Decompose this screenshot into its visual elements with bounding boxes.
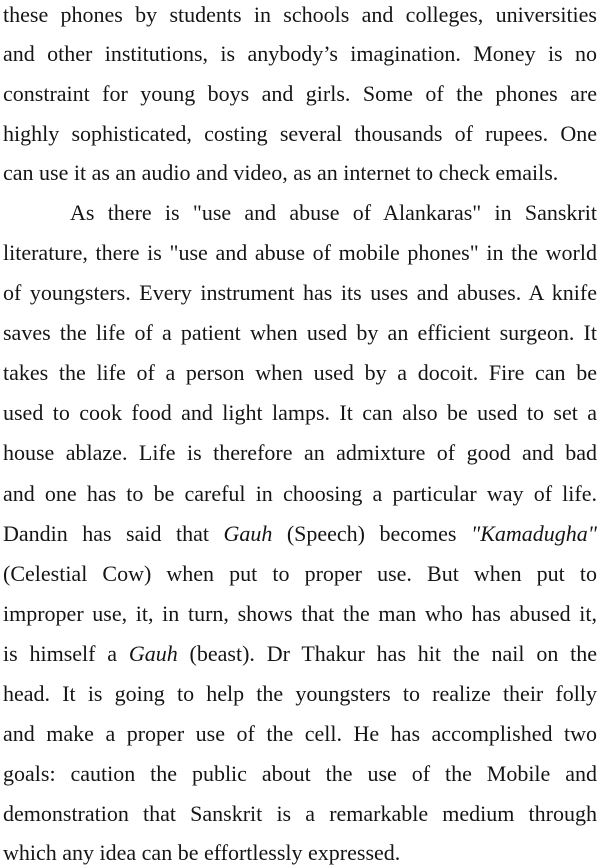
text-line-11: used to cook food and light lamps. It can also be used to set a	[3, 400, 597, 425]
text-line-17	[3, 641, 597, 667]
text-segment: is himself a	[3, 641, 129, 666]
paragraph-2-first-line: As there is "use and abuse of Alankaras" in Sanskrit	[70, 200, 597, 225]
text-line-19: and make a proper use of the cell. He has accomplished two	[3, 721, 597, 746]
text-line-22: which any idea can be effortlessly expressed.	[3, 840, 401, 865]
text-line-8: of youngsters. Every instrument has its uses and abuses. A knife	[3, 280, 597, 305]
text-line-3: constraint for young boys and girls. Some of the phones are	[3, 81, 597, 106]
text-line-9: saves the life of a patient when used by an efficient surgeon. It	[3, 320, 597, 345]
text-line-7: literature, there is "use and abuse of mobile phones" in the world	[3, 240, 597, 265]
text-segment: (beast). Dr Thakur has hit the nail on the	[177, 641, 597, 666]
text-line-20: goals: caution the public about the use of the Mobile and	[3, 761, 597, 786]
text-segment: Dandin has said that	[3, 521, 224, 546]
text-line-18: head. It is going to help the youngsters to realize their folly	[3, 681, 597, 706]
emphasis-kamadugha: "Kamadugha"	[470, 521, 597, 546]
text-line-2: and other institutions, is anybody’s imagination. Money is no	[3, 41, 597, 66]
emphasis-gauh: Gauh	[128, 641, 178, 666]
text-line-14	[3, 521, 597, 547]
text-line-10: takes the life of a person when used by a docoit. Fire can be	[3, 360, 597, 385]
text-line-13: and one has to be careful in choosing a particular way of life.	[3, 481, 597, 506]
text-line-5: can use it as an audio and video, as an internet to check emails.	[3, 160, 559, 185]
text-line-1: these phones by students in schools and colleges, universities	[3, 2, 597, 27]
text-line-12: house ablaze. Life is therefore an admixture of good and bad	[3, 440, 597, 465]
text-line-16: improper use, it, in turn, shows that the man who has abused it,	[3, 601, 597, 626]
text-line-4: highly sophisticated, costing several thousands of rupees. One	[3, 121, 597, 146]
text-line-21: demonstration that Sanskrit is a remarkable medium through	[3, 801, 597, 826]
text-segment: (Speech) becomes	[272, 521, 471, 546]
emphasis-gauh: Gauh	[223, 521, 273, 546]
text-line-15: (Celestial Cow) when put to proper use. But when put to	[3, 561, 597, 586]
